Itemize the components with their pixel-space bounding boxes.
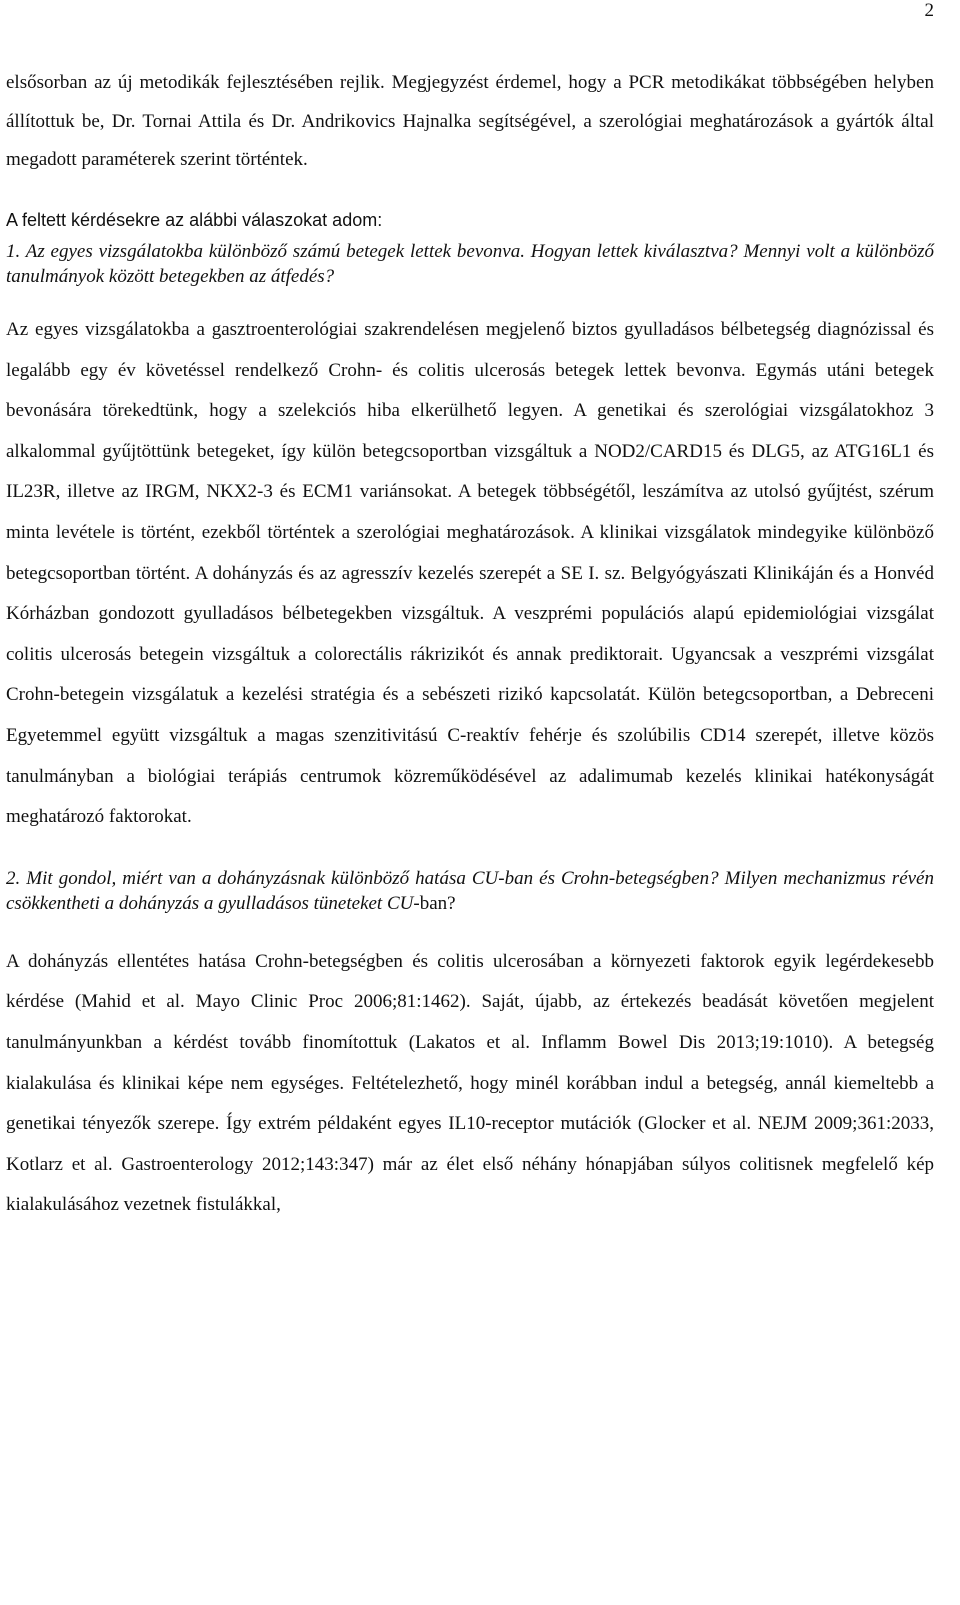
page-number: 2 xyxy=(924,0,934,21)
spacer xyxy=(6,289,934,310)
question-2 xyxy=(6,866,934,916)
answers-intro: A feltett kérdésekre az alábbi válaszokat adom: xyxy=(6,209,383,230)
spacer xyxy=(6,916,934,942)
spacer xyxy=(6,838,934,866)
answer-1-paragraph: Az egyes vizsgálatokba a gasztroenterológiai szakrendelésen megjelenő biztos gyulladásos bélbetegség diagnózissal és legalább egy év követéssel rendelkező Crohn- és colitis ulcerosás betegek lettek bevonva. Egymás utáni betegek bevonására törekedtünk, hogy a szelekciós hiba elkerülhető legyen. A genetikai és szerológiai vizsgálatokhoz 3 alkalommal gyűjtöttünk betegeket, így külön betegcsoportban vizsgáltuk a NOD2/CARD15 és DLG5, az ATG16L1 és IL23R, illetve az IRGM, NKX2-3 és ECM1 variánsokat. A betegek többségétől, leszámítva az utolsó gyűjtést, szérum minta levétele is történt, ezekből történtek a szerológiai meghatározások. A klinikai vizsgálatok mindegyike különböző betegcsoportban történt. A dohányzás és az agresszív kezelés szerepét a SE I. sz. Belgyógyászati Klinikáján és a Honvéd Kórházban gondozott gyulladásos bélbetegekben vizsgáltuk. A veszprémi populációs alapú epidemiológiai vizsgálat colitis ulcerosás betegein vizsgáltuk a colorectális rákrizikót és annak prediktorait. Ugyancsak a veszprémi vizsgálat Crohn-betegein vizsgálatuk a kezelési stratégia és a sebészeti rizikó kapcsolatát. Külön betegcsoportban, a Debreceni Egyetemmel együtt vizsgáltuk a magas szenzitivitású C-reaktív fehérje és szolúbilis CD14 szerepét, illetve közös tanulmányban a biológiai terápiás centrumok közreműködésével az adalimumab kezelés klinikai hatékonyságát meghatározó faktorokat. xyxy=(6,319,934,828)
spacer xyxy=(6,180,934,201)
question-2-upright: ban? xyxy=(419,892,456,914)
question-2-italic: 2. Mit gondol, miért van a dohányzásnak különböző hatása CU-ban és Crohn-betegségben? Milyen mechanizmus révén csökkentheti a dohányzás a gyulladásos tüneteket CU- xyxy=(6,867,934,914)
question-1: 1. Az egyes vizsgálatokba különböző számú betegek lettek bevonva. Hogyan lettek kiválasztva? Mennyi volt a különböző tanulmányok között betegekben az átfedés? xyxy=(6,241,934,287)
intro-paragraph: elsősorban az új metodikák fejlesztésében rejlik. Megjegyzést érdemel, hogy a PCR metodikákat többségében helyben állítottuk be, Dr. Tornai Attila és Dr. Andrikovics Hajnalka segítségével, a szerológiai meghatározások a gyártók által megadott paraméterek szerint történtek. xyxy=(6,72,934,170)
document-body xyxy=(6,64,934,1226)
answer-2-paragraph: A dohányzás ellentétes hatása Crohn-betegségben és colitis ulcerosában a környezeti faktorok egyik legérdekesebb kérdése (Mahid et al. Mayo Clinic Proc 2006;81:1462). Saját, újabb, az értekezés beadását követően megjelent tanulmányunkban a kérdést tovább finomítottuk (Lakatos et al. Inflamm Bowel Dis 2013;19:1010). A betegség kialakulása és klinikai képe nem egységes. Feltételezhető, hogy minél korábban indul a betegség, annál kiemeltebb a genetikai tényezők szerepe. Így extrém példaként egyes IL10-receptor mutációk (Glocker et al. NEJM 2009;361:2033, Kotlarz et al. Gastroenterology 2012;143:347) már az élet első néhány hónapjában súlyos colitisnek megfelelő kép kialakulásához vezetnek fistulákkal, xyxy=(6,950,934,1216)
